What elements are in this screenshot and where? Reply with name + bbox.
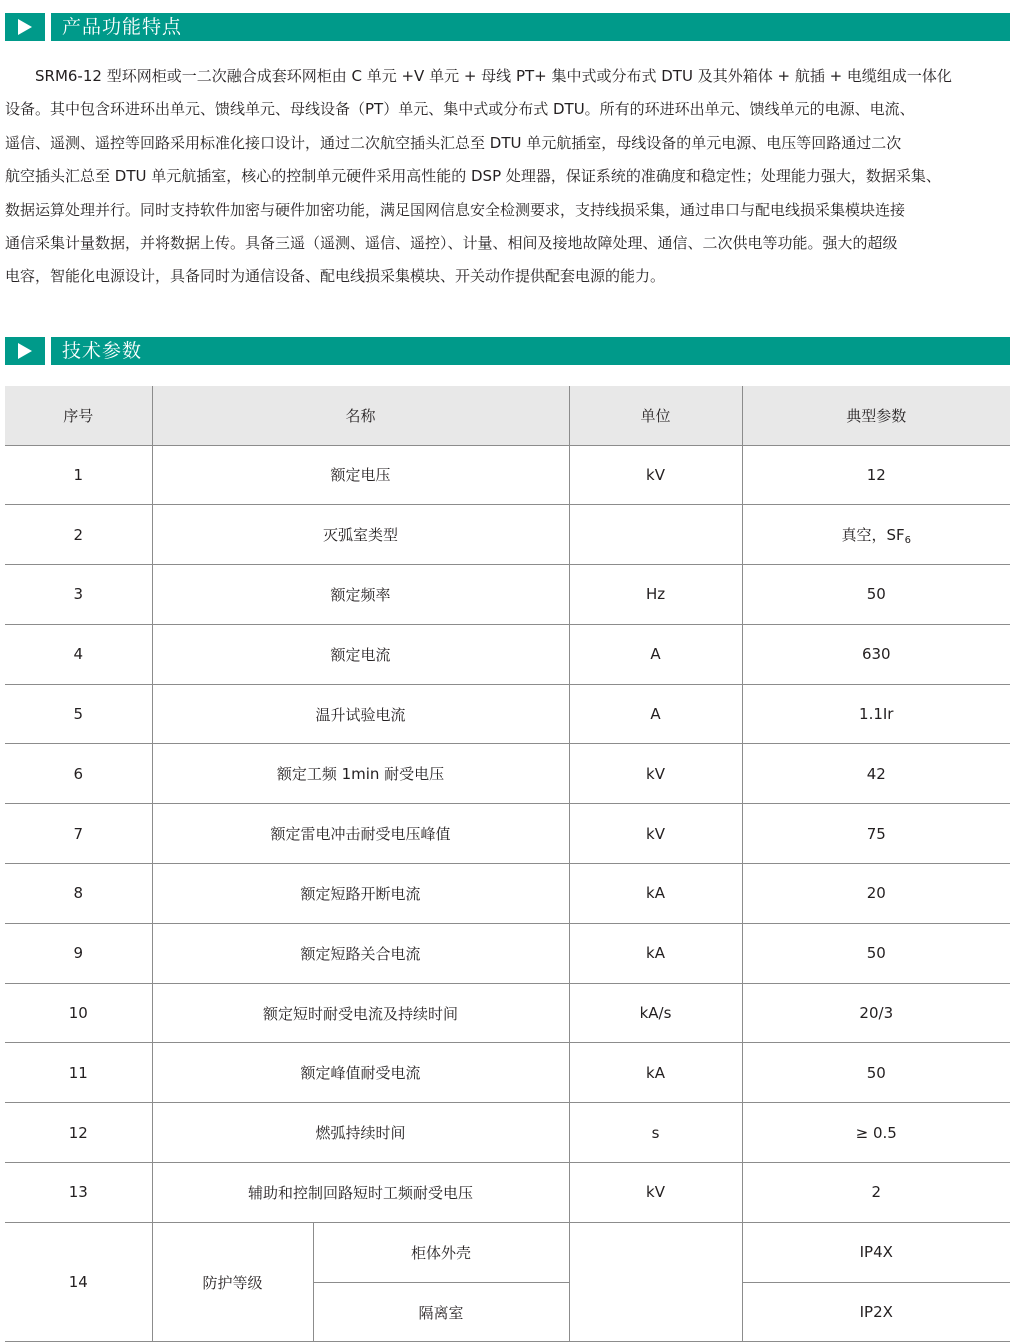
row-value	[742, 804, 1010, 864]
parameters-table	[5, 386, 1010, 1342]
row-unit: kA	[569, 864, 742, 924]
row-value	[742, 1103, 1010, 1163]
row-value-text: 50	[866, 585, 886, 604]
features-line: 数据运算处理并行。同时支持软件加密与硬件加密功能，满足国网信息安全检测要求，支持线损采集，通过串口与配电线损采集模块连接	[5, 200, 906, 219]
table-row	[5, 923, 1010, 983]
row-value	[742, 624, 1010, 684]
table-row	[5, 624, 1010, 684]
row-no: 14	[5, 1222, 152, 1342]
section-title: 技术参数	[51, 337, 1010, 365]
row-name: 额定频率	[152, 565, 569, 625]
row-no: 13	[5, 1163, 152, 1223]
row-value-text: 75	[866, 824, 886, 843]
row-name: 温升试验电流	[152, 684, 569, 744]
play-arrow-icon	[5, 337, 45, 365]
row-name: 额定电流	[152, 624, 569, 684]
table-row	[5, 744, 1010, 804]
row-name: 防护等级	[152, 1222, 313, 1342]
row-value-text: 630	[861, 645, 891, 664]
header-unit: 单位	[569, 386, 742, 445]
table-row	[5, 1103, 1010, 1163]
features-line: 通信采集计量数据，并将数据上传。具备三遥（遥测、遥信、遥控）、计量、相间及接地故障处理、通信、二次供电等功能。强大的超级	[5, 234, 898, 253]
row-unit	[569, 505, 742, 565]
row-value-text: 50	[866, 1063, 886, 1082]
row-no: 7	[5, 804, 152, 864]
table-row	[5, 864, 1010, 924]
section-header-features	[5, 13, 1010, 41]
table-row	[5, 565, 1010, 625]
table-row	[5, 804, 1010, 864]
row-unit: A	[569, 624, 742, 684]
row-value-subscript: 6	[904, 534, 912, 546]
row-unit: s	[569, 1103, 742, 1163]
row-value-text: 2	[871, 1183, 882, 1202]
row-value	[742, 505, 1010, 565]
row-unit: A	[569, 684, 742, 744]
header-no: 序号	[5, 386, 152, 445]
features-line: 航空插头汇总至 DTU 单元航插室，核心的控制单元硬件采用高性能的 DSP 处理器，保证系统的准确度和稳定性；处理能力强大，数据采集、	[5, 167, 941, 186]
features-paragraph	[5, 60, 1010, 294]
table-row	[5, 1043, 1010, 1103]
row-no: 11	[5, 1043, 152, 1103]
row-name: 额定工频 1min 耐受电压	[152, 744, 569, 804]
row-unit: kV	[569, 1163, 742, 1223]
row-value-text: ≥ 0.5	[855, 1123, 897, 1142]
row-subname: 柜体外壳	[313, 1222, 569, 1282]
row-no: 1	[5, 445, 152, 505]
header-value: 典型参数	[742, 386, 1010, 445]
row-name: 灭弧室类型	[152, 505, 569, 565]
row-name: 额定电压	[152, 445, 569, 505]
row-no: 8	[5, 864, 152, 924]
row-value-text: 42	[866, 764, 886, 783]
row-unit: kV	[569, 804, 742, 864]
row-no: 12	[5, 1103, 152, 1163]
row-no: 2	[5, 505, 152, 565]
row-unit: kV	[569, 445, 742, 505]
play-arrow-icon	[5, 13, 45, 41]
table-row	[5, 1163, 1010, 1223]
row-unit: kA	[569, 1043, 742, 1103]
row-value	[742, 744, 1010, 804]
row-no: 9	[5, 923, 152, 983]
header-name: 名称	[152, 386, 569, 445]
row-value	[742, 445, 1010, 505]
row-value	[742, 923, 1010, 983]
row-name: 额定峰值耐受电流	[152, 1043, 569, 1103]
row-unit: kV	[569, 744, 742, 804]
row-value	[742, 983, 1010, 1043]
table-header-row	[5, 386, 1010, 445]
section-title: 产品功能特点	[51, 13, 1010, 41]
features-line: 设备。其中包含环进环出单元、馈线单元、母线设备（PT）单元、集中式或分布式 DTU。所有的环进环出单元、馈线单元的电源、电流、	[5, 100, 915, 119]
row-name: 额定短路开断电流	[152, 864, 569, 924]
row-subname: 隔离室	[313, 1282, 569, 1342]
row-name: 燃弧持续时间	[152, 1103, 569, 1163]
row-unit: kA	[569, 923, 742, 983]
row-value-text: 1.1Ir	[859, 705, 894, 724]
row-name: 额定短时耐受电流及持续时间	[152, 983, 569, 1043]
row-name: 辅助和控制回路短时工频耐受电压	[152, 1163, 569, 1223]
row-name: 额定雷电冲击耐受电压峰值	[152, 804, 569, 864]
row-value-text: 20/3	[859, 1004, 894, 1023]
table-row	[5, 445, 1010, 505]
row-value-text: 50	[866, 944, 886, 963]
features-line: SRM6-12 型环网柜或一二次融合成套环网柜由 C 单元 +V 单元 + 母线 PT+ 集中式或分布式 DTU 及其外箱体 + 航插 + 电缆组成一体化	[5, 67, 952, 85]
table-row	[5, 983, 1010, 1043]
row-value	[742, 1163, 1010, 1223]
row-value-text: 真空，SF	[841, 525, 905, 544]
row-name: 额定短路关合电流	[152, 923, 569, 983]
row-no: 5	[5, 684, 152, 744]
row-value	[742, 1043, 1010, 1103]
row-unit: kA/s	[569, 983, 742, 1043]
features-line: 遥信、遥测、遥控等回路采用标准化接口设计，通过二次航空插头汇总至 DTU 单元航插室，母线设备的单元电源、电压等回路通过二次	[5, 133, 902, 152]
row-value	[742, 864, 1010, 924]
row-no: 6	[5, 744, 152, 804]
row-value: IP4X	[742, 1222, 1010, 1282]
row-value-text: 20	[866, 884, 886, 903]
table-row	[5, 505, 1010, 565]
row-no: 4	[5, 624, 152, 684]
row-unit: Hz	[569, 565, 742, 625]
table-row	[5, 684, 1010, 744]
row-value: IP2X	[742, 1282, 1010, 1342]
row-value-text: 12	[866, 465, 886, 484]
row-unit	[569, 1222, 742, 1342]
table-row	[5, 1222, 1010, 1282]
row-value	[742, 684, 1010, 744]
row-no: 3	[5, 565, 152, 625]
row-value	[742, 565, 1010, 625]
features-line: 电容，智能化电源设计，具备同时为通信设备、配电线损采集模块、开关动作提供配套电源的能力。	[5, 267, 666, 286]
row-no: 10	[5, 983, 152, 1043]
section-header-params	[5, 337, 1010, 365]
